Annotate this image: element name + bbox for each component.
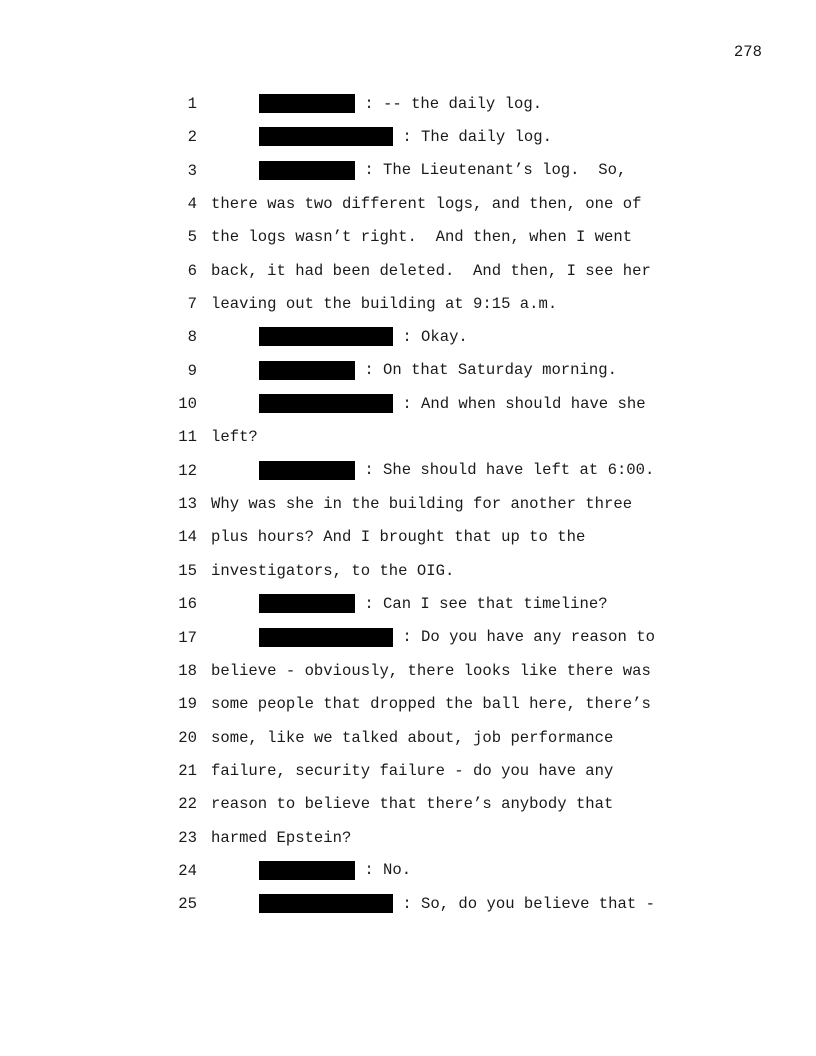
speaker-turn [259, 594, 608, 613]
line-number: 20 [178, 728, 197, 747]
transcript-line [0, 686, 816, 719]
redacted-speaker-name [259, 327, 393, 346]
speaker-colon: : [364, 594, 374, 613]
speaker-turn [259, 94, 542, 113]
redacted-speaker-name [259, 861, 355, 880]
line-number: 8 [187, 328, 197, 347]
speaker-turn [259, 461, 654, 480]
transcript-line [0, 119, 816, 152]
line-text: harmed Epstein? [211, 828, 352, 847]
speaker-colon: : [402, 327, 412, 346]
line-number: 21 [178, 761, 197, 780]
line-text: So, do you believe that - [421, 894, 655, 913]
line-number: 13 [178, 495, 197, 514]
transcript-line [0, 519, 816, 552]
transcript-line [0, 586, 816, 619]
line-number: 10 [178, 395, 197, 414]
redacted-speaker-name [259, 594, 355, 613]
speaker-turn [259, 327, 468, 346]
line-text: The daily log. [421, 127, 553, 146]
transcript-line [0, 653, 816, 686]
line-number: 14 [178, 528, 197, 547]
speaker-turn [259, 127, 552, 146]
transcript-line [0, 319, 816, 352]
transcript-line [0, 353, 816, 386]
transcript-line [0, 386, 816, 419]
line-number: 22 [178, 795, 197, 814]
speaker-colon: : [402, 628, 412, 646]
speaker-colon: : [402, 394, 412, 413]
line-number: 2 [187, 128, 197, 147]
speaker-colon: : [364, 361, 374, 380]
speaker-turn [259, 161, 626, 180]
line-text: failure, security failure - do you have any [211, 761, 614, 780]
redacted-speaker-name [259, 94, 355, 113]
line-text: Do you have any reason to [421, 628, 655, 646]
redacted-speaker-name [259, 127, 393, 146]
line-number: 5 [187, 228, 197, 247]
line-number: 15 [178, 561, 197, 580]
page-number: 278 [733, 43, 762, 61]
speaker-turn [259, 361, 617, 380]
line-text: Can I see that timeline? [383, 594, 608, 613]
transcript-line [0, 753, 816, 786]
speaker-colon: : [364, 861, 374, 880]
transcript-line [0, 86, 816, 119]
speaker-colon: : [402, 127, 412, 146]
line-number: 6 [187, 261, 197, 280]
line-text: plus hours? And I brought that up to the [211, 528, 586, 547]
line-number: 18 [178, 661, 197, 680]
line-text: believe - obviously, there looks like there was [211, 661, 651, 680]
line-text: back, it had been deleted. And then, I see her [211, 261, 651, 280]
speaker-colon: : [364, 94, 374, 113]
transcript-body [0, 86, 816, 920]
redacted-speaker-name [259, 461, 355, 480]
line-text: the logs wasn’t right. And then, when I went [211, 228, 633, 247]
line-text: No. [383, 861, 412, 880]
transcript-line [0, 820, 816, 853]
line-text: leaving out the building at 9:15 a.m. [211, 295, 558, 314]
line-text: some people that dropped the ball here, there’s [211, 695, 651, 714]
transcript-line [0, 486, 816, 519]
line-number: 17 [178, 628, 197, 647]
line-number: 23 [178, 828, 197, 847]
transcript-line [0, 453, 816, 486]
line-text: investigators, to the OIG. [211, 561, 455, 580]
line-number: 1 [187, 95, 197, 113]
speaker-colon: : [364, 161, 374, 180]
line-text: Why was she in the building for another three [211, 495, 633, 514]
redacted-speaker-name [259, 628, 393, 647]
transcript-line [0, 720, 816, 753]
transcript-line [0, 186, 816, 219]
line-text: reason to believe that there’s anybody that [211, 795, 614, 814]
line-text: left? [211, 428, 258, 447]
transcript-line [0, 286, 816, 319]
transcript-line [0, 553, 816, 586]
speaker-turn [259, 894, 655, 913]
redacted-speaker-name [259, 394, 393, 413]
speaker-colon: : [364, 461, 374, 480]
speaker-turn [259, 628, 655, 647]
line-number: 16 [178, 595, 197, 614]
speaker-turn [259, 861, 411, 880]
line-number: 7 [187, 295, 197, 314]
redacted-speaker-name [259, 894, 393, 913]
line-text: there was two different logs, and then, one of [211, 195, 642, 214]
line-number: 12 [178, 461, 197, 480]
line-text: On that Saturday morning. [383, 361, 617, 380]
transcript-line [0, 253, 816, 286]
line-number: 4 [187, 195, 197, 214]
line-number: 9 [187, 361, 197, 380]
line-number: 3 [187, 161, 197, 180]
line-number: 11 [178, 428, 197, 447]
transcript-line [0, 886, 816, 919]
speaker-turn [259, 394, 646, 413]
transcript-line [0, 153, 816, 186]
line-number: 19 [178, 695, 197, 714]
transcript-line [0, 620, 816, 653]
transcript-line [0, 853, 816, 886]
line-number: 25 [178, 895, 197, 914]
speaker-colon: : [402, 894, 412, 913]
line-text: some, like we talked about, job performance [211, 728, 614, 747]
transcript-line [0, 786, 816, 819]
line-text: -- the daily log. [383, 94, 543, 113]
line-text: Okay. [421, 327, 468, 346]
transcript-line [0, 419, 816, 452]
redacted-speaker-name [259, 161, 355, 180]
redacted-speaker-name [259, 361, 355, 380]
transcript-line [0, 219, 816, 252]
line-text: She should have left at 6:00. [383, 461, 655, 480]
line-text: And when should have she [421, 394, 646, 413]
line-text: The Lieutenant’s log. So, [383, 161, 627, 180]
line-number: 24 [178, 861, 197, 880]
